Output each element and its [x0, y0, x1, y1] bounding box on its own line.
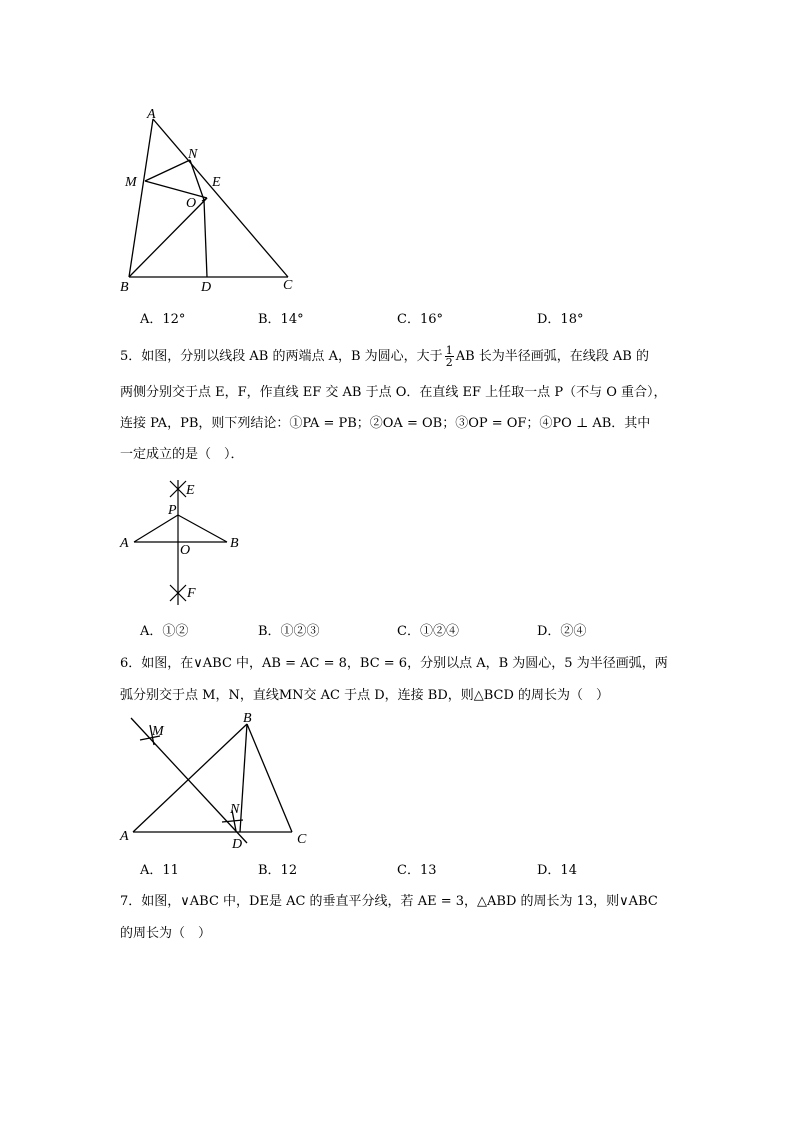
- segment-ac: [153, 119, 288, 277]
- figure-triangle-q4: [110, 100, 310, 300]
- q7-line2: 的周长为（ ）: [120, 926, 212, 941]
- label-b: B: [230, 536, 239, 551]
- label-c: C: [297, 832, 307, 847]
- q6-line1: 6．如图，在∨ABC 中，AB = AC = 8，BC = 6，分别以点 A，B 为圆心，5 为半径画弧，两: [120, 656, 668, 671]
- q5-option-b[interactable]: B．①②③: [258, 624, 320, 639]
- label-n: N: [188, 147, 198, 162]
- figure-triangle-q6: [110, 708, 320, 853]
- fraction-numerator: 1: [445, 344, 453, 357]
- segment-pa: [134, 515, 178, 542]
- q4-option-a[interactable]: A．12°: [140, 312, 186, 327]
- segment-pb: [178, 515, 227, 542]
- q6-option-b[interactable]: B．12: [258, 863, 298, 878]
- q6-option-d[interactable]: D．14: [537, 863, 577, 878]
- label-m: M: [125, 175, 137, 190]
- label-n: N: [230, 802, 240, 817]
- segment-od: [204, 200, 207, 277]
- label-d: D: [232, 837, 243, 852]
- q5-line3: 连接 PA，PB，则下列结论：①PA = PB；②OA = OB；③OP = OF；④PO ⊥ AB．其中: [120, 416, 651, 431]
- fraction-denominator: 2: [445, 356, 453, 369]
- label-b: B: [120, 280, 129, 295]
- label-e: E: [186, 483, 195, 498]
- line-mn: [131, 718, 247, 843]
- label-o: O: [180, 543, 191, 558]
- q5-line1-post: AB 长为半径画弧，在线段 AB 的: [455, 349, 649, 364]
- segment-mn: [145, 160, 190, 181]
- q5-line1: [120, 345, 649, 368]
- label-a: A: [120, 829, 129, 844]
- q7-line1: 7．如图，∨ABC 中，DE是 AC 的垂直平分线，若 AE = 3，△ABD 的周长为 13，则∨ABC: [120, 894, 658, 909]
- q4-option-d[interactable]: D．18°: [537, 312, 584, 327]
- q5-option-c[interactable]: C．①②④: [397, 624, 459, 639]
- segment-bc: [247, 724, 292, 832]
- figure-perpendicular-bisector-q5: [110, 475, 250, 610]
- segment-bd: [240, 724, 247, 832]
- q6-option-a[interactable]: A．11: [140, 863, 179, 878]
- q4-option-b[interactable]: B．14°: [258, 312, 304, 327]
- label-f: F: [187, 586, 196, 601]
- q4-option-c[interactable]: C．16°: [397, 312, 443, 327]
- label-p: P: [168, 503, 177, 518]
- q6-line2: 弧分别交于点 M，N，直线MN交 AC 于点 D，连接 BD，则△BCD 的周长为（ ）: [120, 688, 610, 703]
- fraction-half: [445, 345, 454, 368]
- label-e: E: [212, 175, 221, 190]
- q5-line4: 一定成立的是（ ）．: [120, 447, 244, 462]
- label-a: A: [147, 107, 156, 122]
- q5-option-d[interactable]: D．②④: [537, 624, 587, 639]
- label-a: A: [120, 536, 129, 551]
- label-m: M: [152, 724, 164, 739]
- segment-ab: [129, 119, 153, 277]
- q5-option-a[interactable]: A．①②: [140, 624, 189, 639]
- label-b: B: [243, 711, 252, 726]
- label-o: O: [186, 196, 197, 211]
- label-c: C: [283, 278, 293, 293]
- label-d: D: [201, 280, 212, 295]
- q6-option-c[interactable]: C．13: [397, 863, 437, 878]
- q5-line1-pre: 5．如图，分别以线段 AB 的两端点 A，B 为圆心，大于: [120, 349, 443, 364]
- q5-line2: 两侧分别交于点 E，F，作直线 EF 交 AB 于点 O．在直线 EF 上任取一点 P（不与 O 重合），: [120, 385, 667, 400]
